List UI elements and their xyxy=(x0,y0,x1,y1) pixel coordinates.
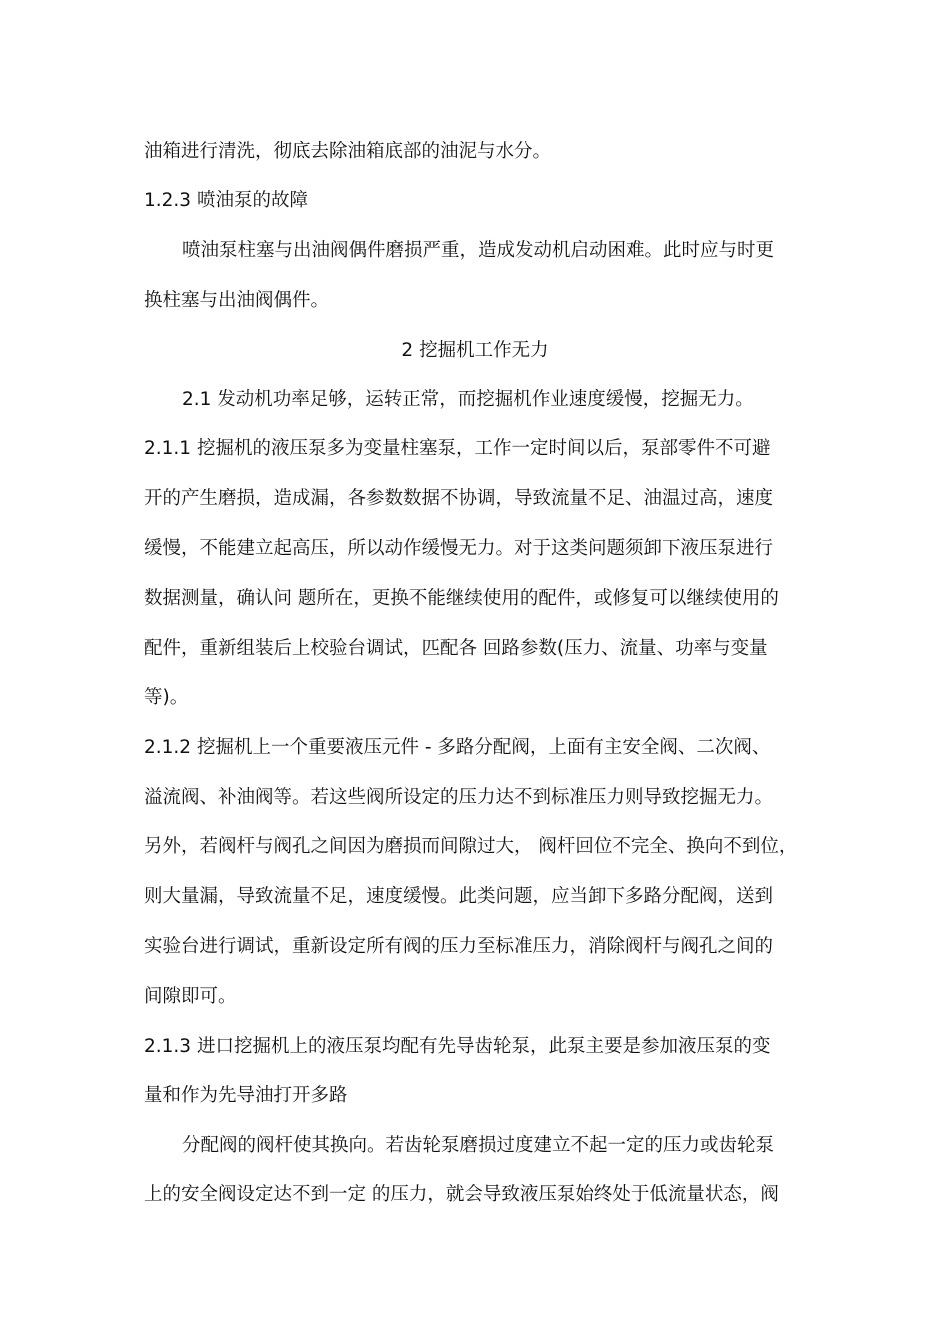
text-line: 配件，重新组装后上校验台调试，匹配各 回路参数(压力、流量、功率与变量 xyxy=(144,638,768,659)
text-line: 2.1.3 进口挖掘机上的液压泵均配有先导齿轮泵，此泵主要是参加液压泵的变 xyxy=(144,1036,771,1057)
text-line: 另外，若阀杆与阀孔之间因为磨损而间隙过大， 阀杆回位不完全、换向不到位， xyxy=(144,836,798,857)
text-line: 则大量漏，导致流量不足，速度缓慢。此类问题，应当卸下多路分配阀，送到 xyxy=(144,886,774,907)
text-line: 量和作为先导油打开多路 xyxy=(144,1085,348,1106)
text-line: 喷油泵柱塞与出油阀偶件磨损严重，造成发动机启动困难。此时应与时更 xyxy=(182,240,775,261)
section-heading-2-1: 2.1 发动机功率足够，运转正常，而挖掘机作业速度缓慢，挖掘无力。 xyxy=(182,389,754,410)
text-line: 溢流阀、补油阀等。若这些阀所设定的压力达不到标准压力则导致挖掘无力。 xyxy=(144,787,774,808)
text-line: 换柱塞与出油阀偶件。 xyxy=(144,290,330,311)
chapter-heading: 2 挖掘机工作无力 xyxy=(401,340,549,361)
text-line: 数据测量，确认问 题所在，更换不能继续使用的配件，或修复可以继续使用的 xyxy=(144,588,779,609)
text-line: 间隙即可。 xyxy=(144,986,237,1007)
text-line: 分配阀的阀杆使其换向。若齿轮泵磨损过度建立不起一定的压力或齿轮泵 xyxy=(182,1135,775,1156)
section-heading-1-2-3: 1.2.3 喷油泵的故障 xyxy=(144,190,308,211)
text-line: 2.1.2 挖掘机上一个重要液压元件 - 多路分配阀，上面有主安全阀、二次阀、 xyxy=(144,737,771,758)
text-line: 上的安全阀设定达不到一定 的压力，就会导致液压泵始终处于低流量状态，阀 xyxy=(144,1184,779,1205)
text-line: 油箱进行清洗，彻底去除油箱底部的油泥与水分。 xyxy=(144,141,552,162)
text-line: 开的产生磨损，造成漏，各参数数据不协调，导致流量不足、油温过高，速度 xyxy=(144,488,774,509)
text-line: 等)。 xyxy=(144,687,189,708)
text-line: 缓慢，不能建立起高压，所以动作缓慢无力。对于这类问题须卸下液压泵进行 xyxy=(144,538,774,559)
text-line: 2.1.1 挖掘机的液压泵多为变量柱塞泵，工作一定时间以后，泵部零件不可避 xyxy=(144,438,771,459)
text-line: 实验台进行调试，重新设定所有阀的压力至标准压力，消除阀杆与阀孔之间的 xyxy=(144,936,774,957)
